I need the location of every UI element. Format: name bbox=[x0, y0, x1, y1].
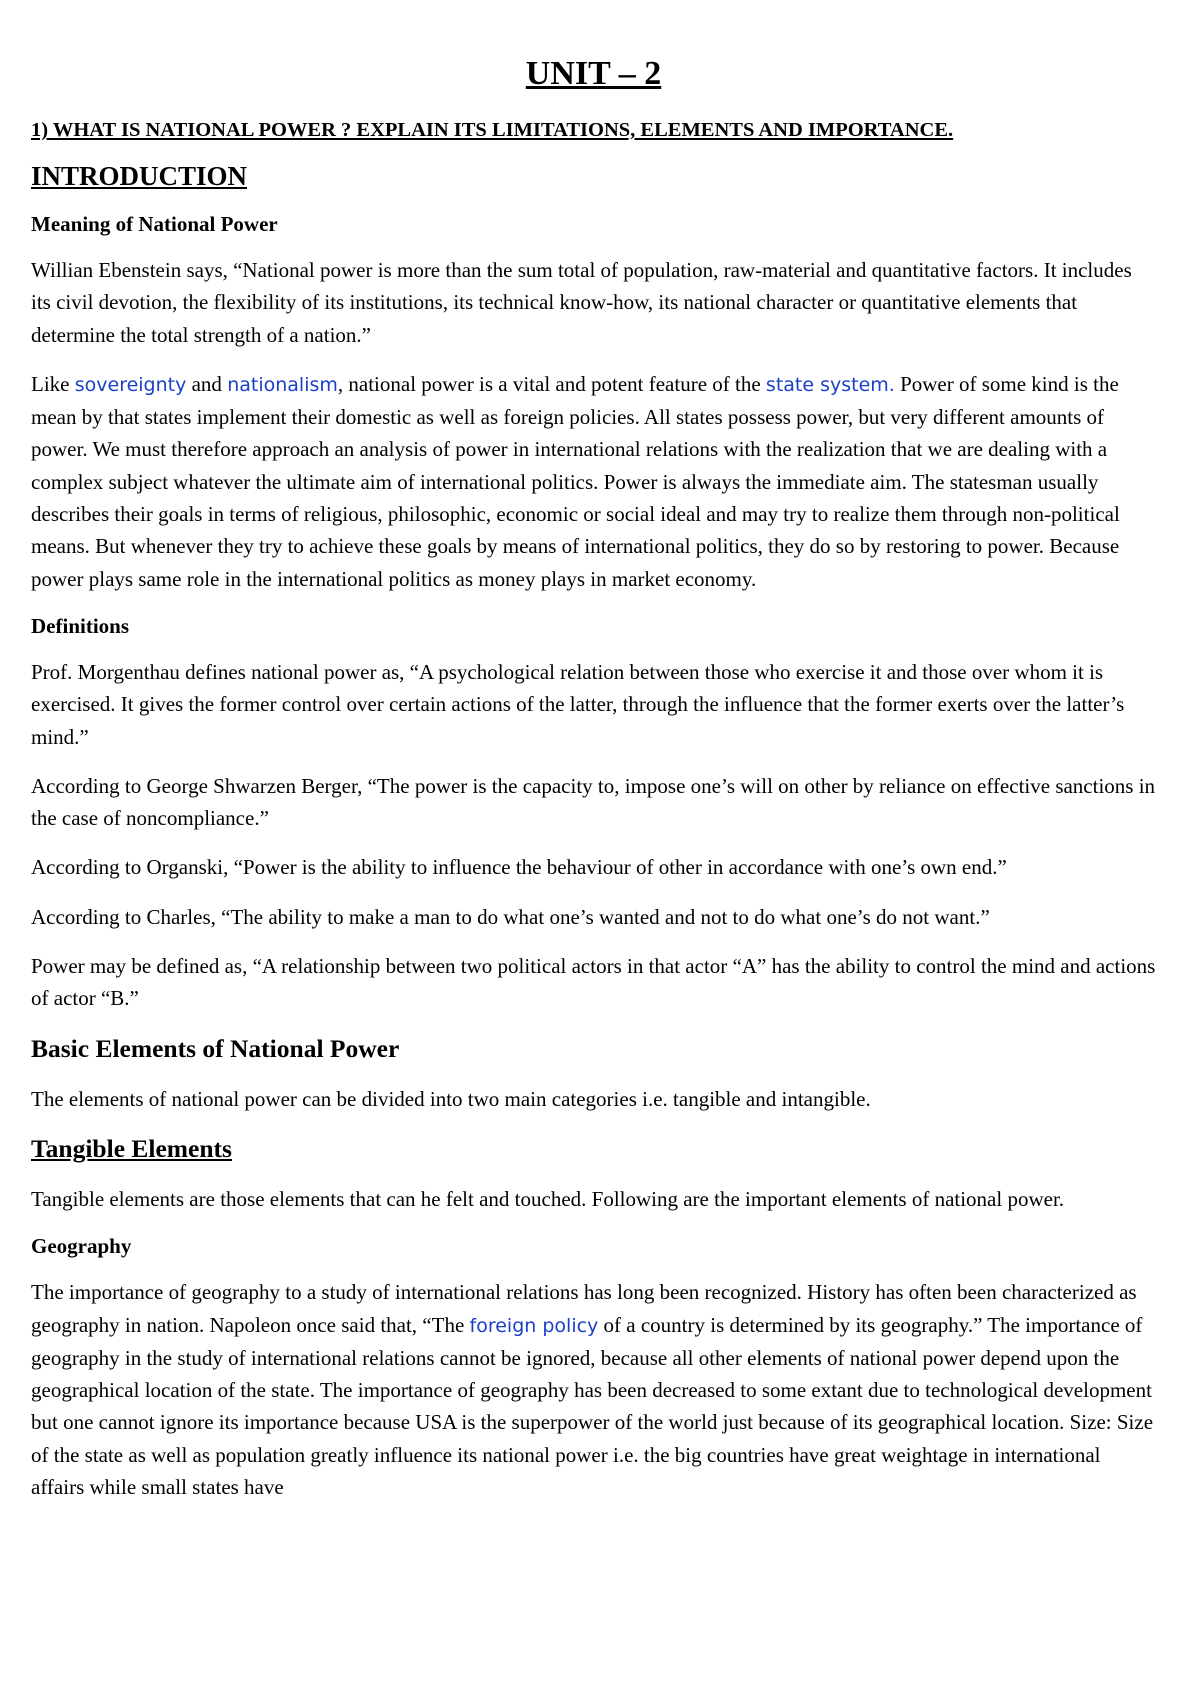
definition-charles: According to Charles, “The ability to make a man to do what one’s wanted and not to do what one’s do not want.” bbox=[31, 904, 990, 929]
definition-shwarzenberger: According to George Shwarzen Berger, “The power is the capacity to, impose one’s will on other by reliance on effective sanctions in the case of noncompliance.” bbox=[31, 773, 1156, 831]
definition-organski: According to Organski, “Power is the ability to influence the behaviour of other in accordance with one’s own end.” bbox=[31, 855, 1007, 880]
question-heading: 1) WHAT IS NATIONAL POWER ? EXPLAIN ITS LIMITATIONS, ELEMENTS AND IMPORTANCE. bbox=[31, 119, 954, 141]
definitions-heading: Definitions bbox=[31, 613, 130, 638]
like-paragraph bbox=[31, 368, 1156, 595]
definition-relationship: Power may be defined as, “A relationship between two political actors in that actor “A” has the ability to control the mind and actions of actor “B.” bbox=[31, 954, 1156, 1011]
like-text-2: and bbox=[186, 371, 228, 396]
tangible-elements-paragraph: Tangible elements are those elements that can he felt and touched. Following are the important elements of national power. bbox=[31, 1186, 1065, 1211]
tangible-elements-heading: Tangible Elements bbox=[31, 1133, 232, 1163]
like-text-1: Like bbox=[31, 371, 75, 396]
like-text-3: , national power is a vital and potent feature of the bbox=[337, 371, 766, 396]
introduction-heading: INTRODUCTION bbox=[31, 161, 248, 191]
meaning-heading: Meaning of National Power bbox=[31, 212, 278, 236]
geography-paragraph bbox=[31, 1276, 1156, 1503]
basic-elements-paragraph: The elements of national power can be divided into two main categories i.e. tangible and intangible. bbox=[31, 1086, 871, 1111]
unit-title: UNIT – 2 bbox=[525, 55, 662, 92]
like-text-4: Power of some kind is the mean by that states implement their domestic as well as foreign policies. All states possess power, but very different amounts of power. We must therefore approach an analysis of power in international relations with the realization that we are dealing with a complex subject whatever the ultimate aim of international politics. Power is always the immediate aim. The statesman usually describes their goals in terms of religious, philosophic, economic or social ideal and may try to realize them through non-political means. But whenever they try to achieve these goals by means of international politics, they do so by restoring to power. Because power plays same role in the international politics as money plays in market economy. bbox=[31, 371, 1120, 591]
geography-heading: Geography bbox=[31, 1234, 132, 1259]
definition-morgenthau: Prof. Morgenthau defines national power as, “A psychological relation between those who exercise it and those over whom it is exercised. It gives the former control over certain actions of the latter, through the influence that the former exerts over the latter’s mind.” bbox=[31, 659, 1125, 749]
sovereignty-link[interactable]: sovereignty bbox=[74, 373, 187, 396]
geography-text-2: of a country is determined by its geography.” The importance of geography in the study of international relations cannot be ignored, because all other elements of national power depend upon the geographical location of the state. The importance of geography has been decreased to some extant due to technological development but one cannot ignore its importance because USA is the superpower of the world just because of its geographical location. Size: Size of the state as well as population greatly influence its national power i.e. the big countries have great weightage in international affairs while small states have bbox=[31, 1312, 1154, 1500]
nationalism-link[interactable]: nationalism bbox=[227, 373, 338, 396]
state-system-link[interactable]: state system. bbox=[765, 373, 895, 396]
basic-elements-heading: Basic Elements of National Power bbox=[31, 1033, 400, 1063]
geography-text-1: The importance of geography to a study of international relations has long been recognized. History has often been characterized as geography in nation. Napoleon once said that, “The bbox=[31, 1280, 1137, 1337]
foreign-policy-link[interactable]: foreign policy bbox=[469, 1314, 599, 1337]
meaning-paragraph: Willian Ebenstein says, “National power is more than the sum total of population, raw-material and quantitative factors. It includes its civil devotion, the flexibility of its institutions, its technical know-how, its national character or quantitative elements that determine the total strength of a nation.” bbox=[31, 258, 1132, 347]
